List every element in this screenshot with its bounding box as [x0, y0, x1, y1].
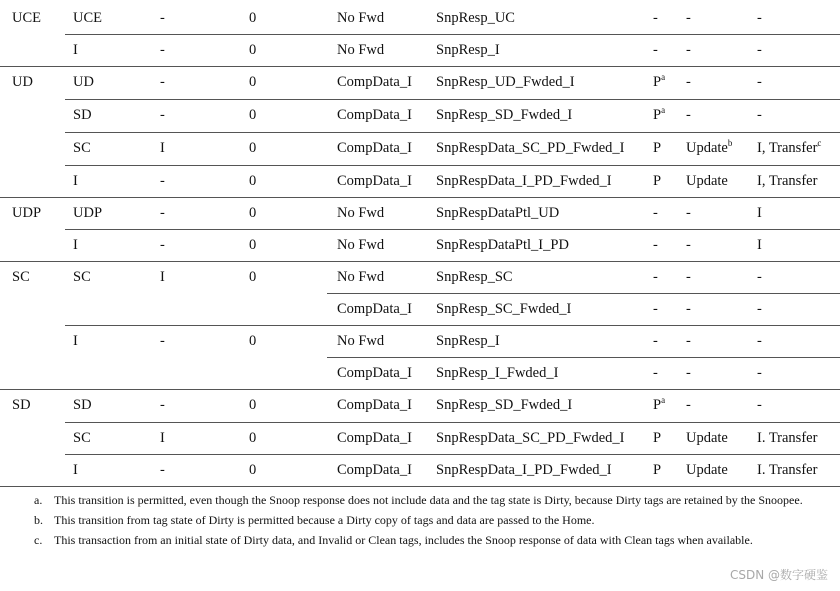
cell-text: -	[160, 462, 165, 478]
tag-state-cell	[73, 422, 91, 454]
cell-text: 0	[249, 74, 257, 90]
update-cell	[686, 454, 728, 486]
cell-text: I	[73, 237, 78, 253]
table-rule	[65, 34, 840, 35]
snoop-response-cell	[436, 261, 513, 293]
cell-text: P	[653, 74, 662, 90]
cell-text: CompData_I	[337, 140, 412, 156]
next-state-cell	[160, 66, 165, 98]
snoop-response-cell	[436, 357, 558, 389]
cell-text: SnpRespData_SC_PD_Fwded_I	[436, 140, 625, 156]
table-row	[0, 2, 840, 34]
cell-text: Update	[686, 140, 728, 156]
cell-text: SC	[12, 269, 30, 285]
p-flag-cell	[653, 229, 658, 261]
next-state-cell	[160, 2, 165, 34]
update-cell	[686, 197, 691, 229]
fwd-count-cell	[249, 325, 256, 357]
cell-text: -	[653, 237, 658, 253]
table-row	[0, 261, 840, 293]
cell-text: I	[73, 42, 78, 58]
tag-state-cell	[73, 132, 91, 164]
comp-response-cell	[337, 422, 412, 454]
snoop-response-cell	[436, 2, 515, 34]
initial-state-cell	[12, 261, 30, 293]
p-flag-cell	[653, 165, 661, 197]
final-state-cell	[757, 389, 762, 421]
cell-text: CompData_I	[337, 397, 412, 413]
next-state-cell	[160, 261, 165, 293]
comp-response-cell	[337, 229, 384, 261]
cell-text: CompData_I	[337, 107, 412, 123]
final-state-cell	[757, 34, 762, 66]
initial-state-cell	[12, 2, 41, 34]
footnotes	[34, 492, 814, 549]
cell-text: -	[653, 301, 658, 317]
fwd-count-cell	[249, 261, 256, 293]
tag-state-cell	[73, 325, 78, 357]
cell-text: No Fwd	[337, 269, 385, 285]
update-cell	[686, 389, 691, 421]
cell-text: -	[653, 333, 658, 349]
update-cell	[686, 165, 728, 197]
cell-text: -	[653, 269, 658, 285]
final-state-cell	[757, 132, 821, 164]
snoop-response-cell	[436, 422, 625, 454]
footnote-marker: b	[727, 138, 733, 148]
final-state-cell	[757, 99, 762, 131]
cell-text: -	[757, 74, 762, 90]
comp-response-cell	[337, 293, 412, 325]
cell-text: No Fwd	[337, 237, 385, 253]
cell-text: 0	[249, 10, 257, 26]
fwd-count-cell	[249, 389, 256, 421]
table-rule	[0, 197, 840, 198]
cell-text: 0	[249, 107, 257, 123]
p-flag-cell	[653, 261, 658, 293]
cell-text: -	[757, 301, 762, 317]
cell-text: UD	[73, 74, 94, 90]
comp-response-cell	[337, 454, 412, 486]
cell-text: SnpResp_SC	[436, 269, 513, 285]
cell-text: -	[686, 74, 691, 90]
cell-text: -	[686, 269, 691, 285]
snoop-response-cell	[436, 34, 500, 66]
cell-text: -	[653, 205, 658, 221]
snoop-response-cell	[436, 132, 625, 164]
cell-text: -	[686, 107, 691, 123]
table-rule	[327, 293, 840, 294]
next-state-cell	[160, 389, 165, 421]
fwd-count-cell	[249, 454, 256, 486]
cell-text: -	[757, 10, 762, 26]
footnote-marker: a	[661, 395, 666, 405]
cell-text: 0	[249, 333, 257, 349]
snoop-response-cell	[436, 66, 575, 98]
snoop-response-cell	[436, 229, 569, 261]
next-state-cell	[160, 132, 165, 164]
cell-text: I	[757, 237, 762, 253]
cell-text: UDP	[73, 205, 103, 221]
table-row	[0, 293, 840, 325]
cell-text: Update	[686, 462, 728, 478]
cell-text: SnpResp_UC	[436, 10, 515, 26]
table-rule	[65, 99, 840, 100]
table-rule	[65, 422, 840, 423]
table-rule	[0, 389, 840, 390]
cell-text: -	[757, 397, 762, 413]
cell-text: -	[160, 237, 165, 253]
cell-text: -	[160, 333, 165, 349]
cell-text: -	[160, 397, 165, 413]
footnote-text: This transition is permitted, even though the Snoop response does not include data and the tag state is Dirty, because Dirty tags are retained by the Snoopee.	[54, 493, 803, 507]
cell-text: -	[686, 237, 691, 253]
table-rule	[65, 454, 840, 455]
cell-text: -	[160, 173, 165, 189]
final-state-cell	[757, 261, 762, 293]
cell-text: UCE	[12, 10, 41, 26]
fwd-count-cell	[249, 99, 256, 131]
cell-text: I	[160, 430, 165, 446]
final-state-cell	[757, 325, 762, 357]
table-rule	[65, 229, 840, 230]
cell-text: 0	[249, 430, 257, 446]
update-cell	[686, 293, 691, 325]
fwd-count-cell	[249, 2, 256, 34]
cell-text: P	[653, 140, 662, 156]
footnote-marker: c	[817, 138, 822, 148]
cell-text: -	[757, 42, 762, 58]
cell-text: UDP	[12, 205, 42, 221]
fwd-count-cell	[249, 165, 256, 197]
tag-state-cell	[73, 99, 92, 131]
cell-text: SD	[12, 397, 31, 413]
comp-response-cell	[337, 325, 384, 357]
p-flag-cell	[653, 454, 661, 486]
p-flag-cell	[653, 34, 658, 66]
cell-text: I. Transfer	[757, 462, 818, 478]
table-rule	[65, 165, 840, 166]
final-state-cell	[757, 66, 762, 98]
cell-text: SnpResp_I_Fwded_I	[436, 365, 559, 381]
cell-text: SnpResp_SC_Fwded_I	[436, 301, 572, 317]
comp-response-cell	[337, 132, 412, 164]
cell-text: -	[160, 107, 165, 123]
next-state-cell	[160, 197, 165, 229]
cell-text: -	[653, 10, 658, 26]
table-rule	[65, 325, 840, 326]
cell-text: 0	[249, 237, 257, 253]
table-row	[0, 229, 840, 261]
cell-text: 0	[249, 269, 257, 285]
tag-state-cell	[73, 34, 78, 66]
cell-text: No Fwd	[337, 10, 385, 26]
cell-text: SnpRespData_I_PD_Fwded_I	[436, 173, 612, 189]
cell-text: CompData_I	[337, 74, 412, 90]
comp-response-cell	[337, 2, 384, 34]
table-rule	[327, 357, 840, 358]
update-cell	[686, 99, 691, 131]
cell-text: SnpResp_SD_Fwded_I	[436, 107, 573, 123]
update-cell	[686, 422, 728, 454]
p-flag-cell	[653, 422, 661, 454]
cell-text: No Fwd	[337, 42, 385, 58]
cell-text: SnpResp_UD_Fwded_I	[436, 74, 575, 90]
watermark: CSDN @数字硬鉴	[729, 568, 828, 582]
update-cell	[686, 34, 691, 66]
table-rule	[0, 261, 840, 262]
cell-text: No Fwd	[337, 333, 385, 349]
table-row	[0, 34, 840, 66]
cell-text: UD	[12, 74, 33, 90]
table-rule	[65, 132, 840, 133]
comp-response-cell	[337, 165, 412, 197]
cell-text: No Fwd	[337, 205, 385, 221]
initial-state-cell	[12, 197, 41, 229]
cell-text: P	[653, 173, 662, 189]
cell-text: I	[73, 333, 78, 349]
cell-text: SnpRespDataPtl_UD	[436, 205, 560, 221]
footnote-letter: a.	[34, 493, 43, 507]
p-flag-cell	[653, 325, 658, 357]
cell-text: SD	[73, 397, 92, 413]
cell-text: 0	[249, 140, 257, 156]
cell-text: Update	[686, 173, 728, 189]
cell-text: I	[160, 140, 165, 156]
snoop-response-cell	[436, 99, 572, 131]
fwd-count-cell	[249, 132, 256, 164]
footnote-letter: b.	[34, 513, 43, 527]
p-flag-cell	[653, 99, 665, 131]
footnote-letter: c.	[34, 533, 43, 547]
cell-text: CompData_I	[337, 462, 412, 478]
cell-text: -	[686, 205, 691, 221]
cell-text: -	[160, 42, 165, 58]
next-state-cell	[160, 422, 165, 454]
cell-text: I. Transfer	[757, 430, 818, 446]
cell-text: I	[757, 205, 762, 221]
next-state-cell	[160, 229, 165, 261]
update-cell	[686, 132, 732, 164]
cell-text: -	[757, 365, 762, 381]
snoop-response-cell	[436, 389, 572, 421]
table-row	[0, 66, 840, 98]
cell-text: SC	[73, 430, 91, 446]
final-state-cell	[757, 454, 817, 486]
tag-state-cell	[73, 66, 94, 98]
update-cell	[686, 229, 691, 261]
cell-text: SnpRespData_SC_PD_Fwded_I	[436, 430, 625, 446]
initial-state-cell	[12, 389, 31, 421]
cell-text: -	[686, 397, 691, 413]
cell-text: P	[653, 397, 662, 413]
final-state-cell	[757, 229, 762, 261]
cell-text: -	[686, 333, 691, 349]
cell-text: -	[160, 10, 165, 26]
cell-text: -	[686, 301, 691, 317]
cell-text: P	[653, 430, 662, 446]
p-flag-cell	[653, 66, 665, 98]
table-row	[0, 99, 840, 131]
next-state-cell	[160, 99, 165, 131]
snoop-response-cell	[436, 454, 612, 486]
cell-text: I, Transfer	[757, 173, 818, 189]
cell-text: -	[686, 365, 691, 381]
p-flag-cell	[653, 2, 658, 34]
update-cell	[686, 66, 691, 98]
cell-text: P	[653, 107, 662, 123]
cell-text: I	[73, 462, 78, 478]
footnote-b	[34, 512, 814, 529]
cell-text: SC	[73, 269, 91, 285]
p-flag-cell	[653, 293, 658, 325]
cell-text: CompData_I	[337, 301, 412, 317]
final-state-cell	[757, 165, 817, 197]
cell-text: CompData_I	[337, 365, 412, 381]
comp-response-cell	[337, 261, 384, 293]
cell-text: SnpResp_I	[436, 42, 500, 58]
cell-text: SnpRespDataPtl_I_PD	[436, 237, 569, 253]
update-cell	[686, 2, 691, 34]
footnote-c	[34, 532, 814, 549]
table-row	[0, 357, 840, 389]
cell-text: P	[653, 462, 662, 478]
snoop-response-cell	[436, 293, 571, 325]
cell-text: I	[73, 173, 78, 189]
cell-text: -	[160, 74, 165, 90]
footnote-text: This transaction from an initial state of Dirty data, and Invalid or Clean tags, includes the Snoop response of data with Clean tags when available.	[54, 533, 753, 547]
final-state-cell	[757, 197, 762, 229]
cell-text: 0	[249, 205, 257, 221]
cell-text: SD	[73, 107, 92, 123]
next-state-cell	[160, 325, 165, 357]
tag-state-cell	[73, 389, 92, 421]
snoop-response-cell	[436, 165, 612, 197]
p-flag-cell	[653, 132, 661, 164]
update-cell	[686, 261, 691, 293]
tag-state-cell	[73, 261, 91, 293]
cell-text: SC	[73, 140, 91, 156]
p-flag-cell	[653, 357, 658, 389]
tag-state-cell	[73, 2, 102, 34]
cell-text: 0	[249, 462, 257, 478]
cell-text: SnpRespData_I_PD_Fwded_I	[436, 462, 612, 478]
cell-text: I, Transfer	[757, 140, 818, 156]
cell-text: -	[757, 107, 762, 123]
fwd-count-cell	[249, 229, 256, 261]
cell-text: I	[160, 269, 165, 285]
final-state-cell	[757, 2, 762, 34]
fwd-count-cell	[249, 197, 256, 229]
comp-response-cell	[337, 389, 412, 421]
fwd-count-cell	[249, 422, 256, 454]
next-state-cell	[160, 34, 165, 66]
table-row	[0, 422, 840, 454]
initial-state-cell	[12, 66, 33, 98]
cell-text: -	[757, 333, 762, 349]
table-rule	[0, 486, 840, 487]
comp-response-cell	[337, 66, 412, 98]
update-cell	[686, 325, 691, 357]
final-state-cell	[757, 422, 817, 454]
cell-text: Update	[686, 430, 728, 446]
tag-state-cell	[73, 454, 78, 486]
update-cell	[686, 357, 691, 389]
cell-text: UCE	[73, 10, 102, 26]
fwd-count-cell	[249, 66, 256, 98]
footnote-a	[34, 492, 814, 509]
snoop-response-cell	[436, 197, 559, 229]
table-row	[0, 197, 840, 229]
table-row	[0, 132, 840, 164]
snoop-response-cell	[436, 325, 500, 357]
footnote-marker: a	[661, 72, 666, 82]
final-state-cell	[757, 357, 762, 389]
p-flag-cell	[653, 389, 665, 421]
cell-text: -	[757, 269, 762, 285]
fwd-count-cell	[249, 34, 256, 66]
cell-text: -	[653, 42, 658, 58]
tag-state-cell	[73, 165, 78, 197]
cell-text: CompData_I	[337, 430, 412, 446]
cell-text: CompData_I	[337, 173, 412, 189]
cell-text: -	[653, 365, 658, 381]
next-state-cell	[160, 454, 165, 486]
cell-text: -	[686, 42, 691, 58]
cell-text: SnpResp_I	[436, 333, 500, 349]
table-rule	[0, 66, 840, 67]
footnote-marker: a	[661, 105, 666, 115]
comp-response-cell	[337, 34, 384, 66]
cell-text: -	[686, 10, 691, 26]
comp-response-cell	[337, 197, 384, 229]
p-flag-cell	[653, 197, 658, 229]
cell-text: 0	[249, 173, 257, 189]
comp-response-cell	[337, 357, 412, 389]
table-row	[0, 325, 840, 357]
cell-text: -	[160, 205, 165, 221]
tag-state-cell	[73, 229, 78, 261]
cell-text: 0	[249, 397, 257, 413]
tag-state-cell	[73, 197, 102, 229]
cell-text: SnpResp_SD_Fwded_I	[436, 397, 573, 413]
comp-response-cell	[337, 99, 412, 131]
table-row	[0, 389, 840, 421]
table-row	[0, 165, 840, 197]
footnote-text: This transition from tag state of Dirty is permitted because a Dirty copy of tags and data are passed to the Home.	[54, 513, 595, 527]
next-state-cell	[160, 165, 165, 197]
final-state-cell	[757, 293, 762, 325]
cell-text: 0	[249, 42, 257, 58]
table-row	[0, 454, 840, 486]
